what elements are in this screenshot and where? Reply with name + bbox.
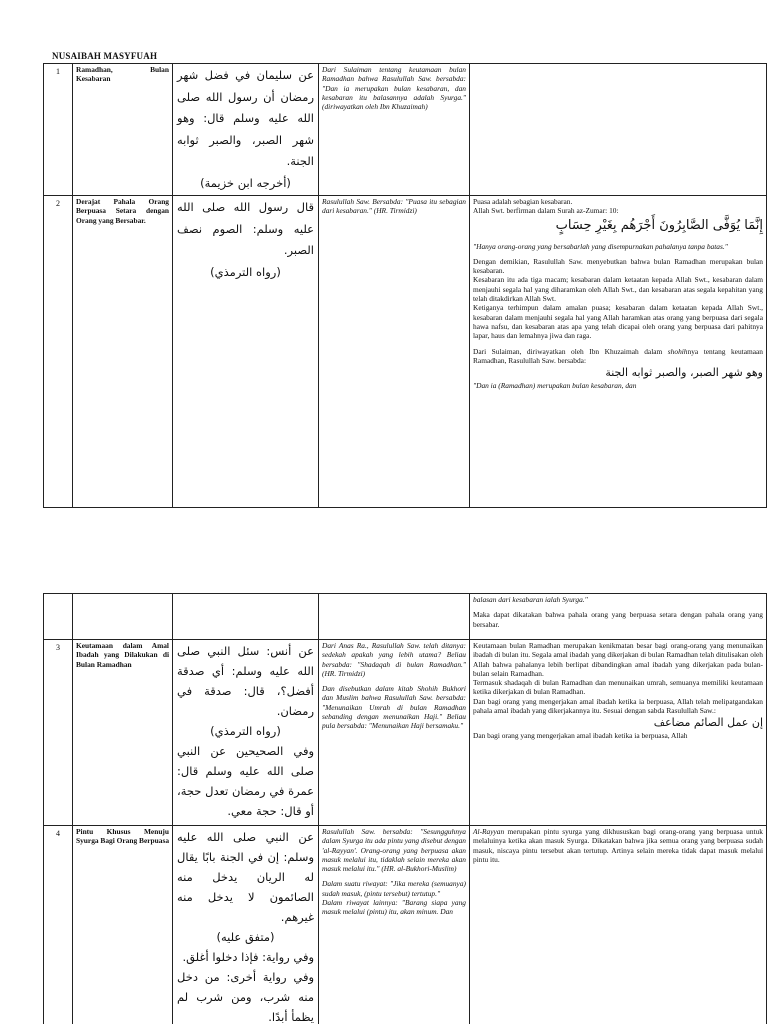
translation-paragraph: Dalam suatu riwayat: "Jika mereka (semuanya) sudah masuk, (pintu tersebut) tertutup." [322, 879, 466, 898]
translation-cell [319, 594, 470, 640]
explanation-paragraph: Allah Swt. berfirman dalam Surah az-Zumar: 10: [473, 206, 619, 216]
explanation-paragraph: Keutamaan bulan Ramadhan merupakan kenikmatan besar bagi orang-orang yang menunaikan ibadah di bulan itu. Segala amal ibadah yang dikerjakan di bulan Ramadhan telah ditulisakan oleh Allah bahwa pahalanya lebih berlipat dibandingkan amal ibadah yang dikerjakan pada bulan-bulan selain Ramadhan. [473, 641, 763, 678]
explanation-text-italic: Al-Rayyan [473, 827, 505, 836]
arabic-hadith: وفي الصحيحين عن النبي صلى الله عليه وسلم قال: عمرة في رمضان تعدل حجة، أو قال: حجة معي. [177, 744, 314, 818]
author-name: NUSAIBAH MASYFUAH [52, 51, 158, 61]
hadith-arabic-inline: وهو شهر الصبر، والصبر ثوابه الجنة [605, 366, 763, 380]
row-number [44, 594, 73, 640]
row-title: Pintu Khusus Menuju Syurga Bagi Orang Berpuasa [73, 826, 173, 1024]
explanation-text: Dari Sulaiman, diriwayatkan oleh Ibn Khuzaimah dalam [473, 346, 668, 356]
translation-paragraph: Dalam riwayat lainnya: "Barang siapa yang masuk melalui (pintu) itu, akan minum. Dan [322, 898, 466, 917]
explanation-paragraph: Termasuk shadaqah di bulan Ramadhan dan menunaikan umrah, semuanya memiliki keutamaan ketika dikerjakan di bulan Ramadhan. [473, 678, 763, 697]
explanation-paragraph: "Dan ia (Ramadhan) merupakan bulan kesabaran, dan [473, 381, 637, 391]
explanation-text-italic: shohih [667, 346, 688, 356]
translation-cell [319, 640, 470, 826]
row-title: Derajat Pahala Orang Berpuasa Setara dengan Orang yang Bersabar. [73, 196, 173, 508]
arabic-hadith: عن النبي صلى الله عليه وسلم: إن في الجنة بابًا يقال له الريان يدخل منه الصائمون لا يدخل منه غيرهم. [177, 830, 314, 924]
arabic-text-cell [173, 594, 319, 640]
arabic-hadith: قال رسول الله صلى الله عليه وسلم: الصوم نصف الصبر. [177, 200, 314, 257]
explanation-paragraph: Maka dapat dikatakan bahwa pahala orang yang berpuasa setara dengan pahala orang yang bersabar. [473, 610, 763, 629]
row-number: 3 [44, 640, 73, 826]
arabic-reference: (متفق عليه) [216, 930, 275, 944]
translation-paragraph: Dan disebutkan dalam kitab Shohih Bukhori dan Muslim bahwa Rasulullah Saw. bersabda: "Menunaikan Umrah di bulan Ramadhan sebanding dengan menunaikan Haji." Beliau pula bersabda: "Menunaikan Haji bersamaku." [322, 684, 466, 731]
table-row [44, 594, 767, 640]
arabic-hadith: عن سليمان في فضل شهر رمضان أن رسول الله صلى الله عليه وسلم قال: وهو شهر الصبر، والصبر ثوابه الجنة. [177, 68, 314, 168]
table-row [44, 640, 767, 826]
row-number: 1 [44, 64, 73, 196]
translation-paragraph: Rasulullah Saw. bersabda: "Sesungguhnya dalam Syurga itu ada pintu yang disebut dengan 'al-Rayyan'. Orang-orang yang berpuasa akan masuk melalui itu, tidaklah selain mereka akan masuk melalui itu." (HR. al-Bukhori-Muslim) [322, 827, 466, 874]
explanation-paragraph: Dan bagi orang yang mengerjakan amal ibadah ketika ia berpuasa, Allah telah melipatgandakan pahala amal ibadah yang dikerjakannya itu. Sesuai dengan sabda Rasulullah Saw.: [473, 696, 763, 716]
row-number: 4 [44, 826, 73, 1024]
explanation-cell [470, 826, 767, 1024]
quran-verse-arabic: إِنَّمَا يُوَفَّى الصَّابِرُونَ أَجْرَهُم بِغَيْرِ حِسَابٍ [555, 217, 763, 233]
explanation-paragraph: Kesabaran itu ada tiga macam; kesabaran dalam ketaatan kepada Allah Swt., kesabaran dalam menjauhi segala hal yang diharamkan oleh Allah Swt., dan kesabaran atas segala kepahitan yang telah ditakdirkan Allah Swt. [473, 275, 763, 304]
explanation-paragraph [473, 827, 763, 864]
explanation-cell [470, 196, 767, 508]
explanation-paragraph: Ketiganya terhimpun dalam amalan puasa; kesabaran dalam ketaatan kepada Allah Swt., kesabaran dalam menjauhi segala hal yang Allah haramkan atas orang yang berpuasa dari segala hawa nafsu, dan kesabaran atas apa yang telah dicapai oleh orang yang berpuasa dari pahitnya lapar, haus dan lemahnya jiwa dan raga. [473, 303, 763, 341]
translation-paragraph: Dari Anas Ra., Rasulullah Saw. telah ditanya: sedekah apakah yang lebih utama? Beliau bersabda: "Shadaqah di bulan Ramadhan." (HR. Tirmidzi) [322, 641, 466, 678]
explanation-cell [470, 594, 767, 640]
arabic-text-cell [173, 64, 319, 196]
arabic-text-cell [173, 196, 319, 508]
explanation-paragraph: Puasa adalah sebagian kesabaran. [473, 197, 573, 206]
arabic-reference: (أخرجه ابن خزيمة) [200, 175, 291, 190]
row-title: Keutamaan dalam Amal Ibadah yang Dilakukan di Bulan Ramadhan [73, 640, 173, 826]
translation-cell [319, 826, 470, 1024]
hadith-table-part1 [43, 63, 767, 508]
explanation-cell [470, 64, 767, 196]
explanation-paragraph: Dan bagi orang yang mengerjakan amal ibadah ketika ia berpuasa, Allah [473, 731, 688, 741]
translation-cell: Rasulullah Saw. Bersabda: "Puasa itu sebagian dari kesabaran." (HR. Tirmidzi) [319, 196, 470, 508]
hadith-arabic-inline: إن عمل الصائم مضاعف [653, 716, 763, 730]
arabic-hadith: وفي رواية أخرى: من دخل منه شرب، ومن شرب لم يظمأ أبدًا. [177, 970, 314, 1024]
arabic-reference: (رواه الترمذي) [210, 724, 281, 738]
table-row [44, 64, 767, 196]
explanation-paragraph [473, 347, 763, 366]
explanation-text: merupakan pintu syurga yang dikhususkan bagi orang-orang yang berpuasa untuk melaluinya ketika akan masuk Syurga. Dikatakan bahwa jika semua orang yang berpuasa sudah masuk, niscaya pintu tersebut akan tertutup. Artinya selain mereka tidak dapat masuk melalui pintu itu. [473, 827, 763, 864]
arabic-text-cell [173, 826, 319, 1024]
hadith-table-part2 [43, 593, 767, 1024]
arabic-reference: (رواه الترمذي) [210, 264, 281, 279]
translation-cell: Dari Sulaiman tentang keutamaan bulan Ramadhan bahwa Rasulullah Saw. bersabda: "Dan ia merupakan bulan kesabaran, dan kesabaran itu balasannya adalah Syurga." (diriwayatkan oleh Ibn Khuzaimah) [319, 64, 470, 196]
row-number: 2 [44, 196, 73, 508]
explanation-cell [470, 640, 767, 826]
arabic-text-cell [173, 640, 319, 826]
arabic-hadith: وفي رواية: فإذا دخلوا أغلق. [182, 950, 314, 964]
arabic-hadith: عن أنس: سئل النبي صلى الله عليه وسلم: أي صدقة أفضل؟، قال: صدقة في رمضان. [177, 644, 314, 718]
row-title: Ramadhan, Bulan Kesabaran [73, 64, 173, 196]
explanation-text: nya tentang keutamaan Ramadhan, Rasulullah Saw. bersabda: [473, 346, 763, 365]
explanation-paragraph: Dengan demikian, Rasulullah Saw. menyebutkan bahwa bulan Ramadhan merupakan bulan kesabaran. [473, 256, 763, 276]
table-row [44, 826, 767, 1024]
quran-verse-translation: "Hanya orang-orang yang bersabarlah yang disempurnakan pahalanya tanpa batas." [473, 241, 728, 251]
row-title [73, 594, 173, 640]
explanation-paragraph: balasan dari kesabaran ialah Syurga." [473, 595, 588, 604]
table-row [44, 196, 767, 508]
